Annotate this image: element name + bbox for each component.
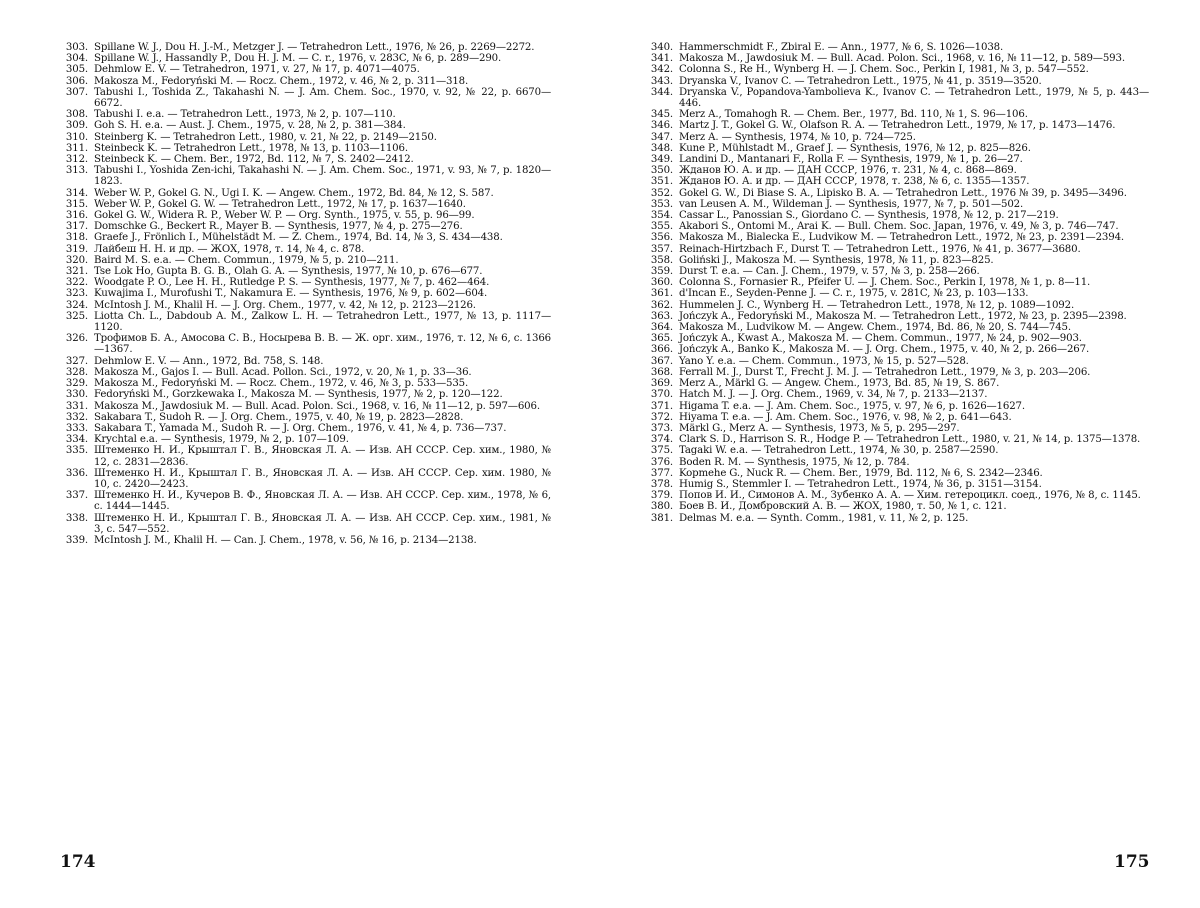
reference-number: 324.	[65, 299, 88, 311]
reference-entry	[56, 109, 551, 120]
reference-entry	[641, 53, 1149, 64]
reference-entry	[641, 188, 1149, 199]
reference-text: Jończyk A., Banko K., Makosza M. — J. Org. Chem., 1975, v. 40, № 2, p. 266—267.	[679, 344, 1090, 356]
reference-entry	[641, 445, 1149, 456]
reference-number: 365.	[650, 333, 673, 345]
reference-entry	[56, 445, 551, 467]
reference-number: 374.	[650, 434, 673, 446]
reference-text: Kopmehe G., Nuck R. — Chem. Ber., 1979, Bd. 112, № 6, S. 2342—2346.	[679, 467, 1043, 479]
reference-text: Hatch M. J. — J. Org. Chem., 1969, v. 34, № 7, p. 2133—2137.	[679, 389, 988, 401]
reference-text: Makosza M., Ludvikow M. — Angew. Chem., 1974, Bd. 86, № 20, S. 744—745.	[679, 322, 1071, 334]
reference-number: 370.	[650, 389, 673, 401]
reference-entry	[641, 311, 1149, 322]
reference-number: 359.	[650, 266, 673, 278]
reference-text: Higama T. e.a. — J. Am. Chem. Soc., 1975, v. 97, № 6, p. 1626—1627.	[679, 400, 1025, 412]
reference-text: Tabushi I., Toshida Z., Takahashi N. — J. Am. Chem. Soc., 1970, v. 92, № 22, p. 6670—6672.	[94, 86, 551, 110]
reference-number: 338.	[65, 512, 88, 524]
reference-text: Dryanska V., Popandova-Yambolieva K., Ivanov C. — Tetrahedron Lett., 1979, № 5, p. 443—446.	[679, 86, 1149, 110]
reference-entry	[56, 277, 551, 288]
reference-entry	[56, 53, 551, 64]
reference-entry	[641, 165, 1149, 176]
reference-text: Delmas M. e.a. — Synth. Comm., 1981, v. 11, № 2, p. 125.	[679, 512, 969, 524]
reference-text: Liotta Ch. L., Dabdoub A. M., Zalkow L. H. — Tetrahedron Lett., 1977, № 13, p. 1117—1120.	[94, 310, 551, 334]
reference-entry	[641, 154, 1149, 165]
reference-number: 379.	[650, 490, 673, 502]
reference-number: 307.	[65, 86, 88, 98]
reference-entry	[56, 120, 551, 131]
reference-number: 335.	[65, 445, 88, 457]
reference-number: 371.	[650, 400, 673, 412]
reference-number: 311.	[65, 142, 88, 154]
reference-number: 352.	[650, 187, 673, 199]
reference-entry	[641, 300, 1149, 311]
reference-entry	[56, 64, 551, 75]
reference-number: 363.	[650, 310, 673, 322]
reference-entry	[56, 210, 551, 221]
reference-number: 314.	[65, 187, 88, 199]
reference-entry	[641, 120, 1149, 131]
reference-number: 328.	[65, 366, 88, 378]
reference-number: 356.	[650, 232, 673, 244]
reference-text: Steinberg K. — Tetrahedron Lett., 1980, v. 21, № 22, p. 2149—2150.	[94, 131, 437, 143]
reference-text: Штеменко Н. И., Крыштал Г. В., Яновская Л. А. — Изв. АН СССР. Сер. хим., 1981, № 3, с. 547—552.	[94, 512, 551, 535]
reference-entry	[641, 412, 1149, 423]
left-page-number: 174	[60, 852, 96, 872]
reference-number: 364.	[650, 322, 673, 334]
reference-entry	[56, 513, 551, 535]
reference-entry	[56, 468, 551, 490]
reference-entry	[56, 389, 551, 400]
reference-text: Makosza M., Jawdosiuk M. — Bull. Acad. Polon. Sci., 1968, v. 16, № 11—12, p. 597—606.	[94, 400, 540, 412]
reference-text: Jończyk A., Fedoryński M., Makosza M. — Tetrahedron Lett., 1972, № 23, p. 2395—2398.	[679, 310, 1127, 322]
reference-text: Трофимов Б. А., Амосова С. В., Носырева В. В. — Ж. орг. хим., 1976, т. 12, № 6, с. 1366—1367.	[94, 333, 551, 356]
reference-number: 375.	[650, 445, 673, 457]
reference-text: Лайбеш Н. Н. и др. — ЖОХ, 1978, т. 14, № 4, с. 878.	[94, 243, 365, 255]
reference-number: 333.	[65, 422, 88, 434]
reference-number: 305.	[65, 64, 88, 76]
reference-number: 346.	[650, 120, 673, 132]
reference-text: Kuwajima I., Murofushi T., Nakamura E. — Synthesis, 1976, № 9, p. 602—604.	[94, 288, 488, 300]
reference-number: 318.	[65, 232, 88, 244]
reference-text: Baird M. S. e.a. — Chem. Commun., 1979, № 5, p. 210—211.	[94, 254, 399, 266]
reference-text: Ferrall M. J., Durst T., Frecht J. M. J. — Tetrahedron Lett., 1979, № 3, p. 203—206.	[679, 366, 1091, 378]
reference-text: Hiyama T. e.a. — J. Am. Chem. Soc., 1976, v. 98, № 2, p. 641—643.	[679, 411, 1012, 423]
reference-text: van Leusen A. M., Wildeman J. — Synthesis, 1977, № 7, p. 501—502.	[679, 198, 1024, 210]
reference-entry	[56, 311, 551, 333]
reference-text: Штеменко Н. И., Крыштал Г. В., Яновская Л. А. — Изв. АН СССР. Сер. хим. 1980, № 10, с. 2420—2423.	[94, 467, 551, 490]
reference-number: 327.	[65, 355, 88, 367]
reference-text: Tse Lok Ho, Gupta B. G. B., Olah G. A. — Synthesis, 1977, № 10, p. 676—677.	[94, 266, 483, 278]
left-page-references	[56, 42, 551, 546]
reference-number: 310.	[65, 131, 88, 143]
reference-number: 319.	[65, 243, 88, 255]
reference-text: Goliński J., Makosza M. — Synthesis, 1978, № 11, p. 823—825.	[679, 254, 994, 266]
reference-entry	[641, 210, 1149, 221]
reference-entry	[641, 356, 1149, 367]
reference-number: 315.	[65, 198, 88, 210]
reference-text: Martz J. T., Gokel G. W., Olafson R. A. — Tetrahedron Lett., 1979, № 17, p. 1473—1476.	[679, 120, 1116, 132]
reference-entry	[641, 501, 1149, 512]
reference-text: Steinbeck K. — Chem. Ber., 1972, Bd. 112, № 7, S. 2402—2412.	[94, 154, 414, 166]
reference-entry	[641, 389, 1149, 400]
reference-text: Tagaki W. e.a. — Tetrahedron Lett., 1974, № 30, p. 2587—2590.	[679, 445, 999, 457]
reference-entry	[56, 255, 551, 266]
reference-entry	[56, 300, 551, 311]
reference-text: Dryanska V., Ivanov C. — Tetrahedron Lett., 1975, № 41, p. 3519—3520.	[679, 75, 1042, 87]
reference-number: 351.	[650, 176, 673, 188]
reference-number: 348.	[650, 142, 673, 154]
reference-entry	[641, 132, 1149, 143]
reference-text: Dehmlow E. V. — Tetrahedron, 1971, v. 27, № 17, p. 4071—4075.	[94, 64, 420, 76]
reference-text: Gokel G. W., Widera R. P., Weber W. P. — Org. Synth., 1975, v. 55, p. 96—99.	[94, 210, 475, 222]
reference-number: 366.	[650, 344, 673, 356]
reference-text: Steinbeck K. — Tetrahedron Lett., 1978, № 13, p. 1103—1106.	[94, 142, 408, 154]
reference-entry	[641, 367, 1149, 378]
reference-entry	[641, 42, 1149, 53]
reference-text: Жданов Ю. А. и др. — ДАН СССР, 1978, т. 238, № 6, с. 1355—1357.	[679, 176, 1030, 188]
reference-entry	[641, 401, 1149, 412]
reference-number: 369.	[650, 378, 673, 390]
reference-entry	[641, 109, 1149, 120]
reference-entry	[56, 76, 551, 87]
reference-text: Makosza M., Gajos I. — Bull. Acad. Pollon. Sci., 1972, v. 20, № 1, p. 33—36.	[94, 366, 472, 378]
reference-text: Hummelen J. C., Wynberg H. — Tetrahedron Lett., 1978, № 12, p. 1089—1092.	[679, 299, 1075, 311]
reference-entry	[56, 378, 551, 389]
reference-text: Боев В. И., Домбровский А. В. — ЖОХ, 1980, т. 50, № 1, с. 121.	[679, 501, 1007, 513]
reference-entry	[641, 322, 1149, 333]
reference-text: Makosza M., Bialecka E., Ludvikow M. — Tetrahedron Lett., 1972, № 23, p. 2391—2394.	[679, 232, 1125, 244]
reference-text: Domschke G., Beckert R., Mayer B. — Synthesis, 1977, № 4, p. 275—276.	[94, 221, 463, 233]
reference-text: Попов И. И., Симонов А. М., Зубенко А. А. — Хим. гетероцикл. соед., 1976, № 8, с. 1145.	[679, 490, 1141, 502]
reference-entry	[56, 244, 551, 255]
reference-number: 345.	[650, 109, 673, 121]
reference-number: 343.	[650, 75, 673, 87]
reference-number: 358.	[650, 254, 673, 266]
reference-text: Merz A., Tomahogh R. — Chem. Ber., 1977, Bd. 110, № 1, S. 96—106.	[679, 109, 1028, 121]
reference-text: Weber W. P., Gokel G. N., Ugi I. K. — Angew. Chem., 1972, Bd. 84, № 12, S. 587.	[94, 187, 494, 199]
reference-text: Makosza M., Fedoryński M. — Rocz. Chem., 1972, v. 46, № 3, p. 533—535.	[94, 378, 469, 390]
reference-text: Krychtal e.a. — Synthesis, 1979, № 2, p. 107—109.	[94, 434, 349, 446]
reference-number: 381.	[650, 512, 673, 524]
reference-number: 337.	[65, 490, 88, 502]
reference-text: Makosza M., Jawdosiuk M. — Bull. Acad. Polon. Sci., 1968, v. 16, № 11—12, p. 589—593.	[679, 53, 1125, 65]
reference-number: 334.	[65, 434, 88, 446]
reference-entry	[641, 423, 1149, 434]
reference-text: Durst T. e.a. — Can. J. Chem., 1979, v. 57, № 3, p. 258—266.	[679, 266, 980, 278]
reference-entry	[641, 266, 1149, 277]
reference-number: 329.	[65, 378, 88, 390]
reference-entry	[641, 176, 1149, 187]
reference-entry	[641, 244, 1149, 255]
reference-text: Merz A., Märkl G. — Angew. Chem., 1973, Bd. 85, № 19, S. 867.	[679, 378, 1000, 390]
reference-number: 347.	[650, 131, 673, 143]
reference-number: 349.	[650, 154, 673, 166]
reference-entry	[56, 132, 551, 143]
reference-number: 322.	[65, 277, 88, 289]
reference-entry	[641, 221, 1149, 232]
reference-text: Landini D., Mantanari F., Rolla F. — Synthesis, 1979, № 1, p. 26—27.	[679, 154, 1023, 166]
reference-entry	[56, 333, 551, 355]
reference-text: Tabushi I. e.a. — Tetrahedron Lett., 1973, № 2, p. 107—110.	[94, 109, 396, 121]
reference-number: 360.	[650, 277, 673, 289]
reference-number: 361.	[650, 288, 673, 300]
reference-entry	[56, 154, 551, 165]
reference-number: 350.	[650, 165, 673, 177]
reference-text: Spillane W. J., Dou H. J.-M., Metzger J. — Tetrahedron Lett., 1976, № 26, p. 2269—2272.	[94, 42, 535, 53]
reference-entry	[641, 64, 1149, 75]
reference-text: Clark S. D., Harrison S. R., Hodge P. — Tetrahedron Lett., 1980, v. 21, № 14, p. 1375—1378.	[679, 434, 1141, 446]
reference-entry	[641, 344, 1149, 355]
reference-text: Fedoryński M., Gorzkewaka I., Makosza M. — Synthesis, 1977, № 2, p. 120—122.	[94, 389, 503, 401]
reference-number: 321.	[65, 266, 88, 278]
reference-text: Colonna S., Re H., Wynberg H. — J. Chem. Soc., Perkin I, 1981, № 3, p. 547—552.	[679, 64, 1089, 76]
reference-text: Штеменко Н. И., Кучеров В. Ф., Яновская Л. А. — Изв. АН СССР. Сер. хим., 1978, № 6, с. 1444—1445.	[94, 490, 551, 513]
reference-entry	[641, 468, 1149, 479]
reference-entry	[641, 143, 1149, 154]
reference-entry	[641, 277, 1149, 288]
reference-text: Woodgate P. O., Lee H. H., Rutledge P. S. — Synthesis, 1977, № 7, p. 462—464.	[94, 277, 490, 289]
reference-text: Weber W. P., Gokel G. W. — Tetrahedron Lett., 1972, № 17, p. 1637—1640.	[94, 198, 466, 210]
reference-text: Cassar L., Panossian S., Giordano C. — Synthesis, 1978, № 12, p. 217—219.	[679, 210, 1059, 222]
reference-entry	[56, 188, 551, 199]
reference-number: 339.	[65, 534, 88, 546]
reference-entry	[56, 434, 551, 445]
reference-number: 316.	[65, 210, 88, 222]
reference-number: 373.	[650, 422, 673, 434]
reference-number: 362.	[650, 299, 673, 311]
right-page-references	[641, 42, 1149, 524]
reference-entry	[56, 535, 551, 546]
reference-entry	[641, 87, 1149, 109]
reference-number: 367.	[650, 355, 673, 367]
reference-text: d'Incan E., Seyden-Penne J. — C. r., 1975, v. 281C, № 23, p. 103—133.	[679, 288, 1029, 300]
reference-text: Goh S. H. e.a. — Aust. J. Chem., 1975, v. 28, № 2, p. 381—384.	[94, 120, 406, 132]
reference-text: Sakabara T., Yamada M., Sudoh R. — J. Org. Chem., 1976, v. 41, № 4, p. 736—737.	[94, 422, 507, 434]
reference-text: Jończyk A., Kwast A., Makosza M. — Chem. Commun., 1977, № 24, p. 902—903.	[679, 333, 1082, 345]
reference-text: Reinach-Hirtzbach F., Durst T. — Tetrahedron Lett., 1976, № 41, p. 3677—3680.	[679, 243, 1081, 255]
reference-entry	[641, 255, 1149, 266]
reference-entry	[641, 288, 1149, 299]
reference-text: Märkl G., Merz A. — Synthesis, 1973, № 5, p. 295—297.	[679, 422, 960, 434]
reference-entry	[56, 490, 551, 512]
reference-number: 342.	[650, 64, 673, 76]
reference-number: 372.	[650, 411, 673, 423]
reference-number: 312.	[65, 154, 88, 166]
reference-number: 317.	[65, 221, 88, 233]
reference-text: Colonna S., Fornasier R., Pfeifer U. — J. Chem. Soc., Perkin I, 1978, № 1, p. 8—11.	[679, 277, 1091, 289]
reference-number: 306.	[65, 75, 88, 87]
reference-number: 313.	[65, 165, 88, 177]
reference-number: 354.	[650, 210, 673, 222]
reference-text: Akabori S., Ontomi M., Arai K. — Bull. Chem. Soc. Japan, 1976, v. 49, № 3, p. 746—747.	[679, 221, 1119, 233]
reference-entry	[56, 42, 551, 53]
reference-text: McIntosh J. M., Khalil H. — Can. J. Chem., 1978, v. 56, № 16, p. 2134—2138.	[94, 534, 477, 546]
reference-entry	[56, 367, 551, 378]
reference-entry	[56, 401, 551, 412]
right-page-number: 175	[1114, 852, 1150, 872]
reference-number: 330.	[65, 389, 88, 401]
reference-entry	[56, 221, 551, 232]
reference-entry	[641, 479, 1149, 490]
reference-entry	[641, 513, 1149, 524]
reference-text: McIntosh J. M., Khalil H. — J. Org. Chem., 1977, v. 42, № 12, p. 2123—2126.	[94, 299, 476, 311]
reference-entry	[641, 199, 1149, 210]
reference-number: 309.	[65, 120, 88, 132]
reference-text: Merz A. — Synthesis, 1974, № 10, p. 724—725.	[679, 131, 916, 143]
reference-entry	[56, 87, 551, 109]
reference-text: Makosza M., Fedoryński M. — Rocz. Chem., 1972, v. 46, № 2, p. 311—318.	[94, 75, 469, 87]
reference-text: Yano Y. e.a. — Chem. Commun., 1973, № 15, p. 527—528.	[679, 355, 969, 367]
reference-entry	[56, 199, 551, 210]
reference-text: Штеменко Н. И., Крыштал Г. В., Яновская Л. А. — Изв. АН СССР. Сер. хим., 1980, № 12, с. 2831—2836.	[94, 445, 551, 468]
reference-number: 304.	[65, 53, 88, 65]
reference-entry	[641, 490, 1149, 501]
reference-text: Spillane W. J., Hassandly P., Dou H. J. M. — C. r., 1976, v. 283C, № 6, p. 289—290.	[94, 53, 502, 65]
reference-text: Tabushi I., Yoshida Zen-ichi, Takahashi N. — J. Am. Chem. Soc., 1971, v. 93, № 7, p. 1820—1823.	[94, 165, 551, 188]
reference-number: 376.	[650, 456, 673, 468]
reference-number: 378.	[650, 478, 673, 490]
reference-number: 368.	[650, 366, 673, 378]
reference-entry	[56, 143, 551, 154]
reference-number: 357.	[650, 243, 673, 255]
reference-entry	[56, 423, 551, 434]
reference-number: 332.	[65, 411, 88, 423]
reference-entry	[641, 457, 1149, 468]
reference-text: Hammerschmidt F., Zbiral E. — Ann., 1977, № 6, S. 1026—1038.	[679, 42, 1004, 53]
reference-number: 308.	[65, 109, 88, 121]
reference-number: 326.	[65, 333, 88, 345]
reference-number: 325.	[65, 310, 88, 322]
reference-text: Gokel G. W., Di Biase S. A., Lipisko B. A. — Tetrahedron Lett., 1976 № 39, p. 3495—3496.	[679, 187, 1127, 199]
reference-number: 336.	[65, 467, 88, 479]
reference-number: 344.	[650, 86, 673, 98]
reference-text: Graefe J., Frönlich I., Mühelstädt M. — Z. Chem., 1974, Bd. 14, № 3, S. 434—438.	[94, 232, 503, 244]
reference-text: Sakabara T., Sudoh R. — J. Org. Chem., 1975, v. 40, № 19, p. 2823—2828.	[94, 411, 464, 423]
reference-entry	[56, 165, 551, 187]
reference-entry	[641, 434, 1149, 445]
reference-number: 353.	[650, 198, 673, 210]
reference-entry	[641, 76, 1149, 87]
reference-number: 303.	[65, 42, 88, 53]
reference-entry	[56, 266, 551, 277]
reference-text: Kune P., Mühlstadt M., Graef J. — Synthesis, 1976, № 12, p. 825—826.	[679, 142, 1031, 154]
reference-entry	[56, 356, 551, 367]
reference-number: 355.	[650, 221, 673, 233]
reference-number: 340.	[650, 42, 673, 53]
reference-entry	[641, 333, 1149, 344]
reference-entry	[641, 232, 1149, 243]
reference-number: 341.	[650, 53, 673, 65]
reference-number: 331.	[65, 400, 88, 412]
reference-entry	[56, 412, 551, 423]
reference-number: 320.	[65, 254, 88, 266]
reference-entry	[56, 288, 551, 299]
reference-text: Жданов Ю. А. и др. — ДАН СССР, 1976, т. 231, № 4, с. 868—869.	[679, 165, 1017, 177]
reference-entry	[641, 378, 1149, 389]
reference-number: 380.	[650, 501, 673, 513]
reference-entry	[56, 232, 551, 243]
reference-text: Humig S., Stemmler I. — Tetrahedron Lett., 1974, № 36, p. 3151—3154.	[679, 478, 1042, 490]
reference-number: 377.	[650, 467, 673, 479]
reference-text: Dehmlow E. V. — Ann., 1972, Bd. 758, S. 148.	[94, 355, 324, 367]
reference-text: Boden R. M. — Synthesis, 1975, № 12, p. 784.	[679, 456, 910, 468]
reference-number: 323.	[65, 288, 88, 300]
